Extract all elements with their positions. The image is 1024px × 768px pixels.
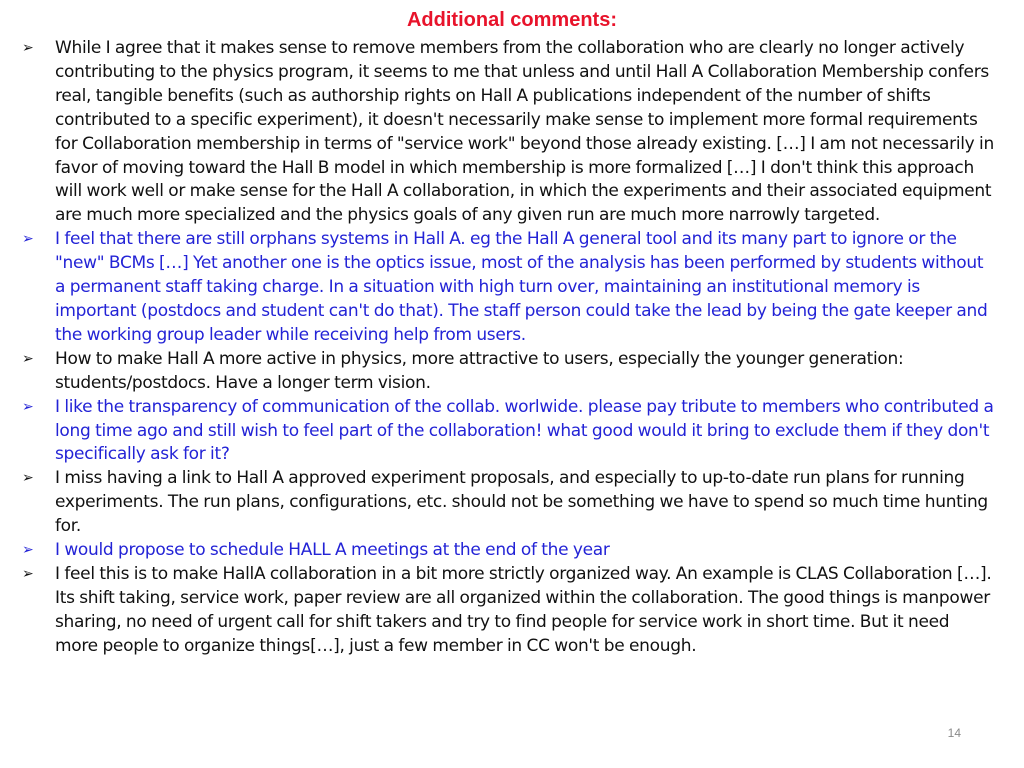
comment-item	[0, 563, 1024, 659]
comment-text: I would propose to schedule HALL A meetings at the end of the year	[55, 540, 610, 561]
comment-item	[0, 396, 1024, 468]
slide-title: Additional comments:	[406, 9, 617, 31]
page-number: 14	[947, 726, 961, 740]
comment-list	[0, 37, 1024, 659]
comment-item	[0, 37, 1024, 228]
comment-text: While I agree that it makes sense to remove members from the collaboration who are clearly no longer actively contributing to the physics program, it seems to me that unless and until Hall A Collaboration Membership confers real, tangible benefits (such as authorship rights on Hall A publications independent of the number of shifts contributed to a specific experiment), it doesn't necessarily make sense to implement more formal requirements for Collaboration membership in terms of "service work" beyond those already existing. […] I am not necessarily in favor of moving toward the Hall B model in which membership is more formalized […] I don't think this approach will work well or make sense for the Hall A collaboration, in which the experiments and their associated equipment are much more specialized and the physics goals of any given run are much more narrowly targeted.	[55, 38, 994, 226]
comment-item	[0, 467, 1024, 539]
comment-item	[0, 348, 1024, 396]
comment-item	[0, 228, 1024, 348]
comment-text: I feel this is to make HallA collaboration in a bit more strictly organized way. An example is CLAS Collaboration […]. Its shift taking, service work, paper review are all organized within the collaboration. The good things is manpower sharing, no need of urgent call for shift takers and try to find people for service work in short time. But it need more people to organize things[…], just a few member in CC won't be enough.	[55, 563, 992, 656]
arrow-bullet-icon: ➢	[22, 565, 34, 582]
comment-text: I like the transparency of communication of the collab. worlwide. please pay tribute to members who contributed a long time ago and still wish to feel part of the collaboration! what good would it bring to exclude them if they don't specifically ask for it?	[55, 396, 994, 465]
comment-text: I miss having a link to Hall A approved experiment proposals, and especially to up-to-date run plans for running experiments. The run plans, configurations, etc. should not be something we have to spend so much time hunting for.	[55, 468, 988, 537]
comment-item	[0, 539, 1024, 563]
arrow-bullet-icon: ➢	[22, 40, 34, 56]
arrow-bullet-icon: ➢	[22, 470, 34, 487]
comment-text: How to make Hall A more active in physics, more attractive to users, especially the younger generation: students/postdocs. Have a longer term vision.	[55, 348, 904, 393]
arrow-bullet-icon: ➢	[22, 350, 34, 367]
arrow-bullet-icon: ➢	[22, 398, 34, 415]
comment-text: I feel that there are still orphans systems in Hall A. eg the Hall A general tool and its many part to ignore or the "new" BCMs […] Yet another one is the optics issue, most of the analysis has been performed by students without a permanent staff taking charge. In a situation with high turn over, maintaining an institutional memory is important (postdocs and student can't do that). The staff person could take the lead by being the gate keeper and the working group leader while receiving help from users.	[55, 229, 988, 345]
arrow-bullet-icon: ➢	[22, 231, 34, 248]
arrow-bullet-icon: ➢	[22, 542, 34, 559]
